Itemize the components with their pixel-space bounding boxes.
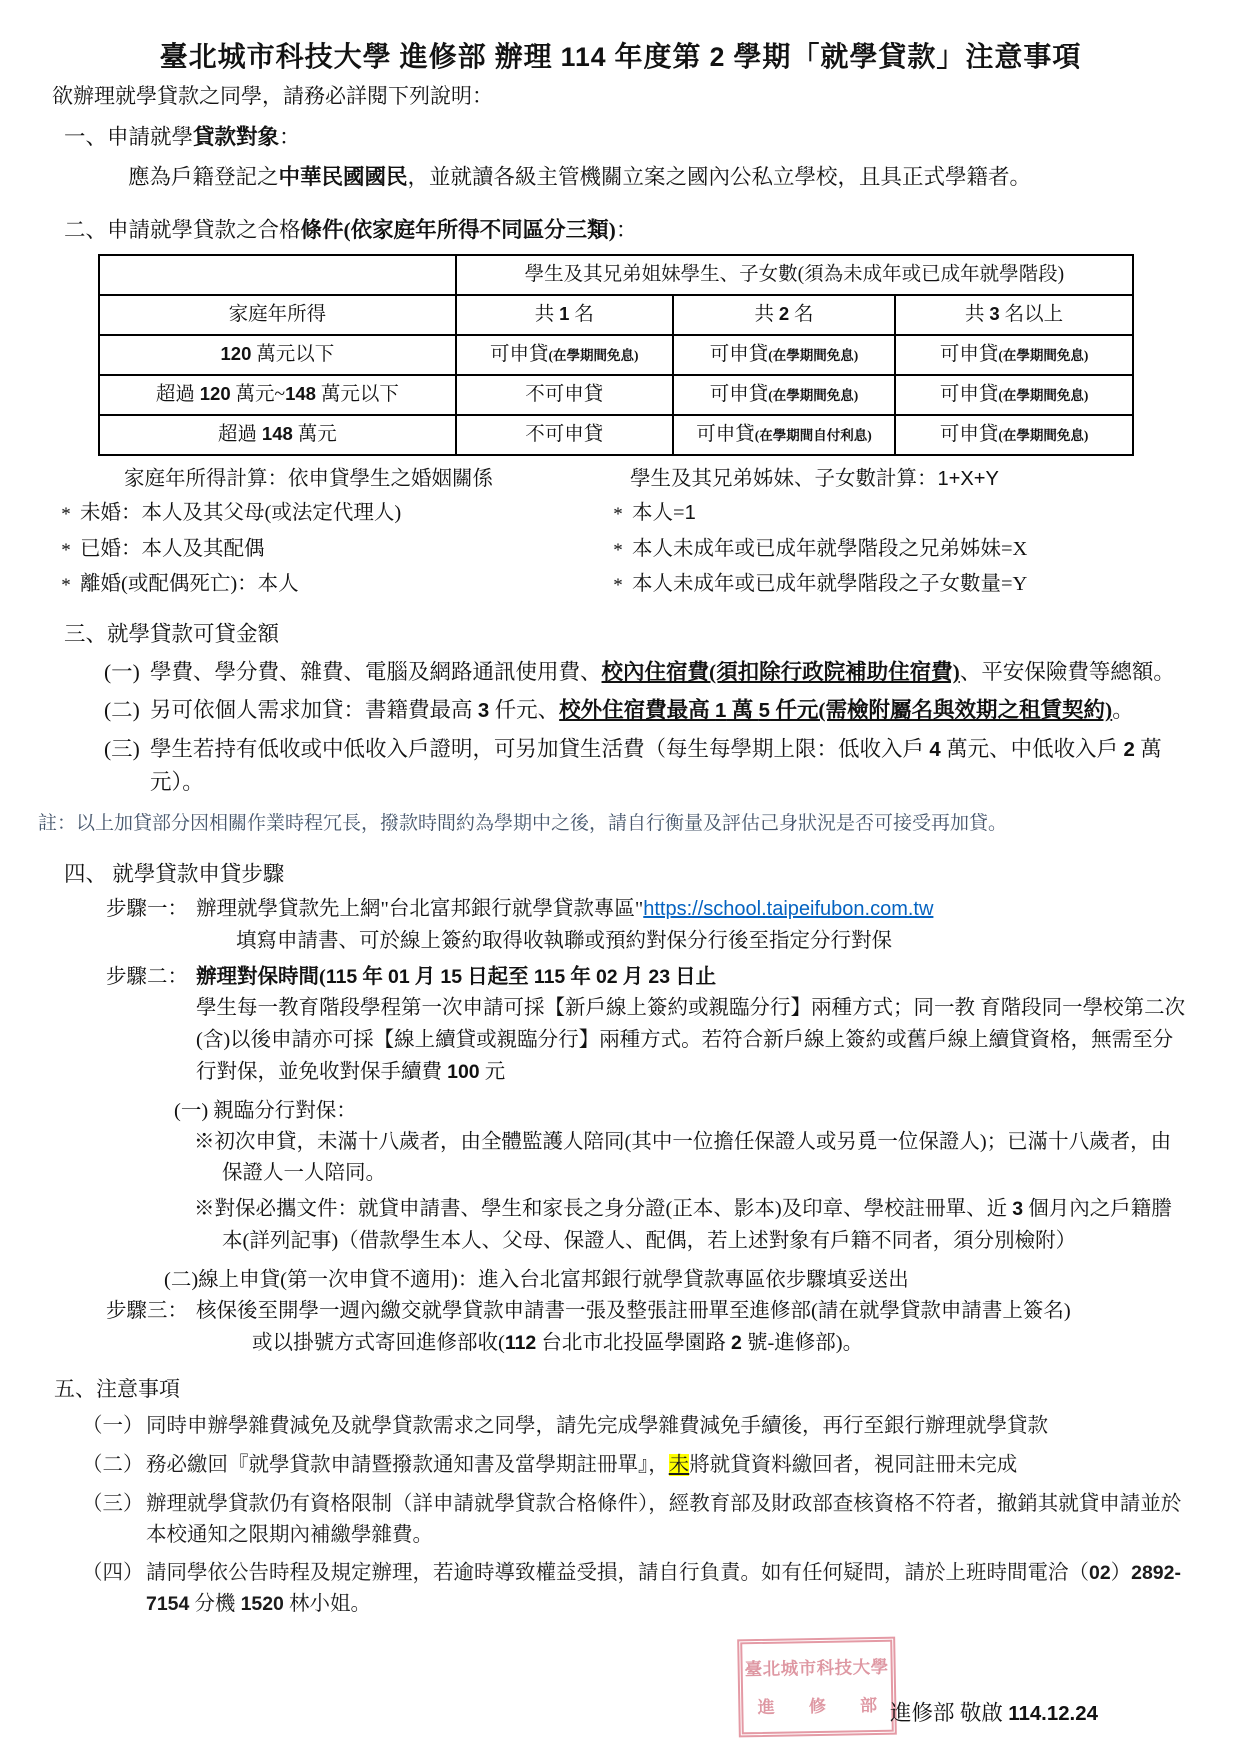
stamp-division-name: 進 修 部 (757, 1695, 878, 1717)
footnote-text: 已婚：本人及其配偶 (80, 537, 265, 560)
section-1-heading-colon: ： (279, 125, 301, 150)
loan-cell-note: (在學期間免息) (998, 387, 1089, 403)
section-2-heading (64, 215, 1189, 246)
loan-cell (456, 375, 673, 415)
item-text-pre: 另可依個人需求加貸：書籍費最高 3 仟元、 (150, 698, 560, 723)
step-1 (106, 894, 1189, 958)
star-bullet: * (61, 575, 71, 597)
income-cell: 120 萬元以下 (99, 335, 456, 375)
school-seal-stamp (737, 1636, 897, 1737)
loan-cell (895, 415, 1133, 455)
footnote-item (604, 569, 1189, 601)
star-bullet: * (613, 575, 623, 597)
section-5-item-1 (82, 1411, 1189, 1442)
step-3 (106, 1296, 1189, 1360)
item-label: （一） (82, 1415, 144, 1438)
loan-cell (895, 335, 1133, 375)
loan-cell (895, 375, 1133, 415)
item-text: 同時申辦學雜費減免及就學貸款需求之同學，請先完成學雜費減免手續後，再行至銀行辦理就學貸款 (146, 1415, 1048, 1438)
item-text-post: 將就貸資料繳回者，視同註冊未完成 (689, 1454, 1018, 1477)
footnote-item (52, 569, 604, 601)
section-1-heading (64, 122, 1189, 153)
intro-line: 欲辦理就學貸款之同學，請務必詳閱下列說明： (52, 84, 493, 109)
loan-cell-main: 不可申貸 (525, 383, 604, 405)
income-cell: 超過 148 萬元 (99, 415, 456, 455)
section-5-heading: 五、注意事項 (54, 1377, 180, 1402)
table-row (99, 255, 1133, 295)
income-header-cell: 家庭年所得 (99, 295, 456, 335)
footnote-item (52, 534, 604, 566)
item-text-bold-underline: 校外住宿費最高 1 萬 5 仟元(需檢附屬名與效期之租賃契約) (559, 698, 1113, 723)
section-1-heading-text: 一、申請就學 (64, 125, 194, 150)
step-label: 步驟一： (106, 898, 188, 921)
item-label: (三) (104, 737, 140, 762)
signature-area (52, 1638, 1189, 1755)
loan-cell-main: 可申貸 (939, 423, 999, 445)
loan-cell-main: 可申貸 (939, 343, 999, 365)
page-title: 臺北城市科技大學 進修部 辦理 114 年度第 2 學期「就學貸款」注意事項 (159, 42, 1082, 73)
step-3-line-2: 或以掛號方式寄回進修部收(112 台北市北投區學園路 2 號-進修部)。 (252, 1331, 864, 1354)
section-4-heading: 四、 就學貸款申貸步驟 (64, 861, 285, 886)
table-row (99, 375, 1133, 415)
item-label: (一) (104, 660, 140, 685)
star-bullet: * (61, 504, 71, 526)
section-5-item-3 (82, 1489, 1189, 1551)
step-label: 步驟二： (106, 965, 188, 988)
loan-cell-note: (在學期間免息) (998, 427, 1089, 443)
loan-cell-note: (在學期間自付利息) (754, 427, 872, 443)
section-1-body-pre: 應為戶籍登記之 (128, 164, 279, 189)
loan-cell-main: 可申貸 (939, 383, 999, 405)
highlighted-character: 未 (668, 1454, 690, 1477)
step-label: 步驟三： (106, 1299, 188, 1322)
loan-cell-main: 可申貸 (696, 423, 755, 445)
footnote-item (604, 534, 1189, 566)
item-text: 學生若持有低收或中低收入戶證明，可另加貸生活費（每生每學期上限：低收入戶 4 萬元、中低收入戶 2 萬元）。 (150, 737, 1162, 794)
loan-cell-main: 可申貸 (709, 383, 769, 405)
item-label: （三） (82, 1492, 144, 1515)
section-1-heading-bold: 貸款對象 (193, 125, 280, 150)
footnotes-left (52, 464, 604, 601)
step-content (196, 1296, 1189, 1360)
section-1-body-bold: 中華民國國民 (278, 164, 408, 189)
fubon-school-loan-link[interactable]: https://school.taipeifubon.com.tw (643, 898, 934, 921)
section-1-body-post: ，並就讀各級主管機關立案之國內公私立學校，且具正式學籍者。 (407, 164, 1032, 189)
loan-cell (456, 335, 673, 375)
table-footnotes (52, 464, 1189, 601)
step-2-sub-1-bullet-2: ※對保必攜文件：就貸申請書、學生和家長之身分證(正本、影本)及印章、學校註冊單、近 3 個月內之戶籍謄本(詳列記事)（借款學生本人、父母、保證人、配偶，若上述對象有戶籍不同者，須分別檢附） (194, 1198, 1172, 1252)
table-row (99, 295, 1133, 335)
item-label: （二） (82, 1454, 144, 1477)
step-2-paragraph: 學生每一教育階段學程第一次申請可採【新戶線上簽約或親臨分行】兩種方式；同一教 育階段同一學校第二次(含)以後申請亦可採【線上續貸或親臨分行】兩種方式。若符合新戶線上簽約或舊戶線上續貸資格，無需至分行對保，並免收對保手續費 100 元 (196, 997, 1186, 1083)
item-text-bold-underline: 校內住宿費(須扣除行政院補助住宿費) (601, 660, 960, 685)
footnote-left-title: 家庭年所得計算：依申貸學生之婚姻關係 (124, 467, 493, 490)
item-text (150, 694, 1189, 727)
section-2-heading-bold: 條件(依家庭年所得不同區分三類) (300, 217, 616, 242)
section-5-item-4 (82, 1558, 1189, 1620)
loan-cell-note: (在學期間免息) (548, 347, 639, 363)
section-1-body (128, 160, 1189, 191)
table-row (99, 335, 1133, 375)
section-3-item-3 (104, 733, 1189, 798)
item-text (150, 656, 1189, 688)
empty-corner-cell (99, 255, 456, 295)
footnote-text: 未婚：本人及其父母(或法定代理人) (80, 502, 402, 525)
loan-cell-note: (在學期間免息) (768, 347, 859, 363)
footnote-text: 本人未成年或已成年就學階段之兄弟姊妹=X (632, 537, 1028, 560)
step-3-line-1: 核保後至開學一週內繳交就學貸款申請書一張及整張註冊單至進修部(請在就學貸款申請書上簽名) (196, 1299, 1071, 1322)
section-5-item-2 (82, 1450, 1189, 1481)
loan-cell-main: 可申貸 (709, 343, 769, 365)
remark-line: 註：以上加貸部分因相關作業時程冗長，撥款時間約為學期中之後，請自行衡量及評估己身狀況是否可接受再加貸。 (38, 812, 1008, 834)
step-1-text: 辦理就學貸款先上網"台北富邦銀行就學貸款專區" (196, 898, 644, 921)
star-bullet: * (613, 504, 623, 526)
section-2-heading-colon: ： (615, 217, 638, 242)
footnote-text: 離婚(或配偶死亡)：本人 (80, 573, 299, 596)
step-2-schedule: 辦理對保時間(115 年 01 月 15 日起至 115 年 02 月 23 日止 (196, 965, 717, 988)
step-2 (106, 962, 1189, 1089)
section-3-heading: 三、就學貸款可貸金額 (64, 621, 280, 646)
loan-cell (456, 415, 673, 455)
section-3-item-1 (104, 656, 1189, 688)
step-content (196, 962, 1189, 1089)
item-text-pre: 學費、學分費、雜費、電腦及網路通訊使用費、 (150, 660, 602, 685)
eligibility-table (98, 254, 1134, 456)
footnote-text: 本人未成年或已成年就學階段之子女數量=Y (632, 573, 1028, 596)
section-3-item-2 (104, 694, 1189, 727)
item-text: 辦理就學貸款仍有資格限制（詳申請就學貸款合格條件），經教育部及財政部查核資格不符者，撤銷其就貸申請並於本校通知之限期內補繳學雜費。 (146, 1492, 1182, 1546)
step-1-line-1 (196, 894, 1189, 926)
item-text-pre: 務必繳回『就學貸款申請暨撥款通知書及當學期註冊單』， (146, 1454, 669, 1477)
stamp-school-name: 臺北城市科技大學 (744, 1656, 889, 1680)
footnote-text: 本人=1 (632, 502, 696, 525)
star-bullet: * (613, 539, 623, 561)
loan-cell-main: 可申貸 (490, 343, 549, 365)
item-text: 請同學依公告時程及規定辦理，若逾時導致權益受損，請自行負責。如有任何疑問，請於上班時間電洽（02）2892-7154 分機 1520 林小姐。 (146, 1562, 1181, 1616)
count-header-cell: 共 3 名以上 (895, 295, 1133, 335)
step-2-sub-2: (二)線上申貸(第一次申貸不適用)：進入台北富邦銀行就學貸款專區依步驟填妥送出 (164, 1268, 909, 1291)
loan-cell (673, 415, 895, 455)
item-text (146, 1450, 1189, 1481)
footnote-right-title: 學生及其兄弟姊妹、子女數計算：1+X+Y (630, 467, 999, 490)
item-label: （四） (82, 1562, 144, 1585)
footnote-item (52, 498, 604, 530)
step-1-line-2: 填寫申請書、可於線上簽約取得收執聯或預約對保分行後至指定分行對保 (236, 929, 892, 952)
item-label: (二) (104, 698, 140, 723)
item-text-post: 。 (1112, 698, 1134, 723)
loan-cell (673, 375, 895, 415)
count-header-cell: 共 2 名 (673, 295, 895, 335)
group-header-cell: 學生及其兄弟姐妹學生、子女數(須為未成年或已成年就學階段) (456, 255, 1133, 295)
item-text-post: 、平安保險費等總額。 (959, 660, 1175, 685)
loan-cell (673, 335, 895, 375)
loan-cell-note: (在學期間免息) (768, 387, 859, 403)
footnotes-right (604, 464, 1189, 601)
step-2-sub-1-heading: (一) 親臨分行對保： (174, 1099, 357, 1122)
step-content (196, 894, 1189, 958)
loan-cell-main: 不可申貸 (525, 423, 604, 445)
step-2-sub-1-bullet-1: ※初次申貸，未滿十八歲者，由全體監護人陪同(其中一位擔任保證人或另覓一位保證人)；已滿十八歲者，由保證人一人陪同。 (194, 1130, 1172, 1185)
count-header-cell: 共 1 名 (456, 295, 673, 335)
star-bullet: * (61, 539, 71, 561)
table-row (99, 415, 1133, 455)
section-2-heading-text: 二、申請就學貸款之合格 (64, 217, 301, 242)
income-cell: 超過 120 萬元~148 萬元以下 (99, 375, 456, 415)
signoff-line: 進修部 敬啟 114.12.24 (890, 1700, 1098, 1725)
footnote-item (604, 498, 1189, 530)
loan-cell-note: (在學期間免息) (998, 347, 1089, 363)
